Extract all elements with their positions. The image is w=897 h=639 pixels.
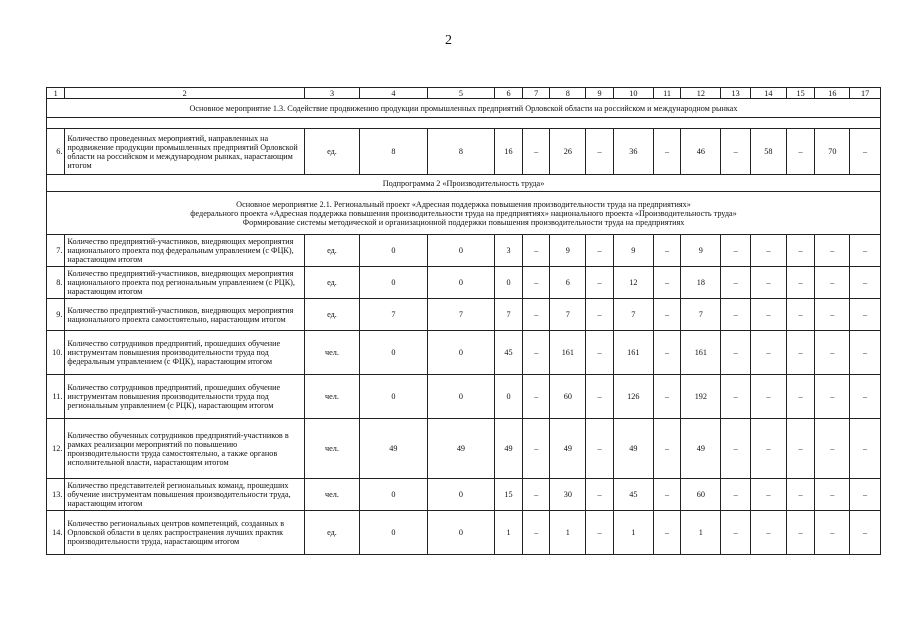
value-cell: 0 xyxy=(427,331,495,375)
unit-cell: ед. xyxy=(304,299,359,331)
value-cell: – xyxy=(586,299,614,331)
value-cell: – xyxy=(850,235,881,267)
column-number: 16 xyxy=(815,88,850,99)
row-number: 6. xyxy=(47,129,65,175)
value-cell: – xyxy=(750,267,786,299)
value-cell: – xyxy=(815,331,850,375)
value-cell: 1 xyxy=(550,511,586,555)
value-cell: 7 xyxy=(681,299,721,331)
value-cell: – xyxy=(786,129,815,175)
value-cell: – xyxy=(750,511,786,555)
row-number: 10. xyxy=(47,331,65,375)
value-cell: 70 xyxy=(815,129,850,175)
indicator-name: Количество предприятий-участников, внедряющих мероприятия национального проекта самостоятельно, нарастающим итогом xyxy=(65,299,304,331)
value-cell: – xyxy=(815,419,850,479)
unit-cell: ед. xyxy=(304,267,359,299)
value-cell: 36 xyxy=(613,129,653,175)
value-cell: – xyxy=(522,129,550,175)
value-cell: – xyxy=(586,129,614,175)
column-numbers-row xyxy=(47,88,881,99)
value-cell: 192 xyxy=(681,375,721,419)
value-cell: 49 xyxy=(681,419,721,479)
value-cell: – xyxy=(721,299,751,331)
row-number: 8. xyxy=(47,267,65,299)
value-cell: 7 xyxy=(360,299,428,331)
value-cell: – xyxy=(653,331,681,375)
value-cell: – xyxy=(586,419,614,479)
value-cell: – xyxy=(750,419,786,479)
page-number: 2 xyxy=(445,33,452,48)
value-cell: 3 xyxy=(495,235,523,267)
value-cell: 60 xyxy=(550,375,586,419)
unit-cell: ед. xyxy=(304,511,359,555)
table-row xyxy=(47,267,881,299)
column-number: 15 xyxy=(786,88,815,99)
value-cell: – xyxy=(653,511,681,555)
value-cell: – xyxy=(653,419,681,479)
value-cell: – xyxy=(850,375,881,419)
table-row xyxy=(47,419,881,479)
indicator-name: Количество представителей региональных команд, прошедших обучение инструментам повышения производительности труда, нарастающим итогом xyxy=(65,479,304,511)
value-cell: 0 xyxy=(427,479,495,511)
column-number: 12 xyxy=(681,88,721,99)
value-cell: 1 xyxy=(495,511,523,555)
value-cell: 0 xyxy=(360,331,428,375)
value-cell: 18 xyxy=(681,267,721,299)
value-cell: 0 xyxy=(495,267,523,299)
value-cell: 15 xyxy=(495,479,523,511)
value-cell: – xyxy=(721,375,751,419)
value-cell: – xyxy=(586,479,614,511)
value-cell: – xyxy=(850,419,881,479)
value-cell: 9 xyxy=(550,235,586,267)
value-cell: 0 xyxy=(360,375,428,419)
value-cell: – xyxy=(786,479,815,511)
value-cell: 0 xyxy=(427,511,495,555)
value-cell: – xyxy=(522,267,550,299)
value-cell: – xyxy=(721,479,751,511)
table-row xyxy=(47,235,881,267)
value-cell: 49 xyxy=(613,419,653,479)
indicators-table xyxy=(46,87,881,555)
column-number: 8 xyxy=(550,88,586,99)
value-cell: – xyxy=(522,235,550,267)
value-cell: 58 xyxy=(750,129,786,175)
value-cell: 0 xyxy=(360,267,428,299)
value-cell: 161 xyxy=(681,331,721,375)
value-cell: 49 xyxy=(360,419,428,479)
row-number: 14. xyxy=(47,511,65,555)
section-2-1-line-1: Основное мероприятие 2.1. Региональный проект «Адресная поддержка повышения производительности труда на предприятиях» xyxy=(236,199,691,209)
unit-cell: чел. xyxy=(304,331,359,375)
value-cell: – xyxy=(750,299,786,331)
indicator-name: Количество сотрудников предприятий, прошедших обучение инструментам повышения производительности труда под федеральным управлением (с ФЦК), нарастающим итогом xyxy=(65,331,304,375)
value-cell: – xyxy=(522,479,550,511)
value-cell: – xyxy=(586,235,614,267)
value-cell: – xyxy=(850,479,881,511)
value-cell: 49 xyxy=(427,419,495,479)
value-cell: 0 xyxy=(360,235,428,267)
section-row xyxy=(47,99,881,118)
value-cell: – xyxy=(815,267,850,299)
value-cell: 126 xyxy=(613,375,653,419)
column-number: 2 xyxy=(65,88,304,99)
value-cell: – xyxy=(522,331,550,375)
value-cell: – xyxy=(721,331,751,375)
value-cell: – xyxy=(850,511,881,555)
value-cell: 1 xyxy=(613,511,653,555)
value-cell: – xyxy=(522,299,550,331)
value-cell: 7 xyxy=(495,299,523,331)
value-cell: – xyxy=(586,511,614,555)
column-number: 6 xyxy=(495,88,523,99)
table-row xyxy=(47,375,881,419)
value-cell: – xyxy=(586,331,614,375)
indicator-name: Количество сотрудников предприятий, прошедших обучение инструментам повышения производительности труда под региональным управлением (с РЦК), нарастающим итогом xyxy=(65,375,304,419)
value-cell: 49 xyxy=(495,419,523,479)
column-number: 10 xyxy=(613,88,653,99)
section-1-3-title: Основное мероприятие 1.3. Содействие продвижению продукции промышленных предприятий Орловской области на российском и международном рынках xyxy=(47,99,881,118)
value-cell: 45 xyxy=(613,479,653,511)
value-cell: – xyxy=(815,235,850,267)
column-number: 7 xyxy=(522,88,550,99)
column-number: 17 xyxy=(850,88,881,99)
value-cell: 30 xyxy=(550,479,586,511)
value-cell: 161 xyxy=(613,331,653,375)
value-cell: – xyxy=(653,267,681,299)
indicator-name: Количество проведенных мероприятий, направленных на продвижение продукции промышленных предприятий Орловской области на российском и международном рынках, нарастающим итогом xyxy=(65,129,304,175)
value-cell: – xyxy=(522,511,550,555)
indicator-name: Количество предприятий-участников, внедряющих мероприятия национального проекта под региональным управлением (с РЦК), нарастающим итогом xyxy=(65,267,304,299)
value-cell: – xyxy=(850,299,881,331)
subprogram-title: Подпрограмма 2 «Производительность труда» xyxy=(47,175,881,192)
value-cell: 60 xyxy=(681,479,721,511)
unit-cell: чел. xyxy=(304,419,359,479)
value-cell: – xyxy=(786,267,815,299)
value-cell: 1 xyxy=(681,511,721,555)
value-cell: – xyxy=(815,511,850,555)
value-cell: – xyxy=(786,375,815,419)
value-cell: – xyxy=(786,299,815,331)
value-cell: 6 xyxy=(550,267,586,299)
value-cell: 0 xyxy=(360,479,428,511)
value-cell: 12 xyxy=(613,267,653,299)
value-cell: 161 xyxy=(550,331,586,375)
unit-cell: чел. xyxy=(304,479,359,511)
table-row xyxy=(47,129,881,175)
table-row xyxy=(47,511,881,555)
section-2-1-line-2: федерального проекта «Адресная поддержка повышения производительности труда на предприятиях» национального проекта «Производительность труда» xyxy=(190,208,737,218)
value-cell: – xyxy=(721,267,751,299)
unit-cell: ед. xyxy=(304,235,359,267)
table-row xyxy=(47,331,881,375)
value-cell: – xyxy=(721,235,751,267)
column-number: 5 xyxy=(427,88,495,99)
indicator-name: Количество предприятий-участников, внедряющих мероприятия национального проекта под федеральным управлением (с ФЦК), нарастающим итогом xyxy=(65,235,304,267)
value-cell: 0 xyxy=(427,267,495,299)
value-cell: – xyxy=(653,299,681,331)
column-number: 4 xyxy=(360,88,428,99)
row-number: 9. xyxy=(47,299,65,331)
column-number: 1 xyxy=(47,88,65,99)
column-number: 9 xyxy=(586,88,614,99)
value-cell: – xyxy=(786,511,815,555)
value-cell: – xyxy=(815,299,850,331)
value-cell: 9 xyxy=(613,235,653,267)
row-number: 11. xyxy=(47,375,65,419)
value-cell: – xyxy=(750,235,786,267)
subprogram-row xyxy=(47,175,881,192)
unit-cell: чел. xyxy=(304,375,359,419)
value-cell: – xyxy=(586,375,614,419)
value-cell: 0 xyxy=(360,511,428,555)
value-cell: – xyxy=(786,235,815,267)
value-cell: – xyxy=(653,479,681,511)
value-cell: – xyxy=(522,419,550,479)
value-cell: 9 xyxy=(681,235,721,267)
value-cell: – xyxy=(750,375,786,419)
row-number: 7. xyxy=(47,235,65,267)
value-cell: 7 xyxy=(427,299,495,331)
value-cell: – xyxy=(653,375,681,419)
column-number: 14 xyxy=(750,88,786,99)
spacer-row xyxy=(47,118,881,129)
value-cell: 8 xyxy=(427,129,495,175)
value-cell: – xyxy=(815,375,850,419)
column-number: 13 xyxy=(721,88,751,99)
value-cell: – xyxy=(721,129,751,175)
value-cell: 0 xyxy=(495,375,523,419)
value-cell: – xyxy=(721,511,751,555)
value-cell: – xyxy=(786,331,815,375)
value-cell: 0 xyxy=(427,235,495,267)
value-cell: – xyxy=(750,331,786,375)
value-cell: 0 xyxy=(427,375,495,419)
indicator-name: Количество региональных центров компетенций, созданных в Орловской области в целях распространения лучших практик производительности труда, нарастающим итогом xyxy=(65,511,304,555)
value-cell: 49 xyxy=(550,419,586,479)
value-cell: 7 xyxy=(613,299,653,331)
column-number: 11 xyxy=(653,88,681,99)
table-row xyxy=(47,299,881,331)
value-cell: – xyxy=(850,331,881,375)
value-cell: 46 xyxy=(681,129,721,175)
indicator-name: Количество обученных сотрудников предприятий-участников в рамках реализации мероприятий по повышению производительности труда самостоятельно, а также органов исполнительной власти, нарастающим итогом xyxy=(65,419,304,479)
value-cell: – xyxy=(750,479,786,511)
value-cell: – xyxy=(721,419,751,479)
section-2-1-line-3: Формирование системы методической и организационной поддержки повышения производительности труда на предприятиях xyxy=(242,217,685,227)
value-cell: 45 xyxy=(495,331,523,375)
row-number: 13. xyxy=(47,479,65,511)
unit-cell: ед. xyxy=(304,129,359,175)
value-cell: – xyxy=(786,419,815,479)
value-cell: 8 xyxy=(360,129,428,175)
value-cell: 26 xyxy=(550,129,586,175)
row-number: 12. xyxy=(47,419,65,479)
value-cell: 7 xyxy=(550,299,586,331)
value-cell: – xyxy=(850,129,881,175)
value-cell: – xyxy=(653,129,681,175)
value-cell: – xyxy=(815,479,850,511)
value-cell: – xyxy=(850,267,881,299)
value-cell: – xyxy=(586,267,614,299)
value-cell: – xyxy=(522,375,550,419)
section-row xyxy=(47,192,881,235)
column-number: 3 xyxy=(304,88,359,99)
table-row xyxy=(47,479,881,511)
value-cell: – xyxy=(653,235,681,267)
value-cell: 16 xyxy=(495,129,523,175)
